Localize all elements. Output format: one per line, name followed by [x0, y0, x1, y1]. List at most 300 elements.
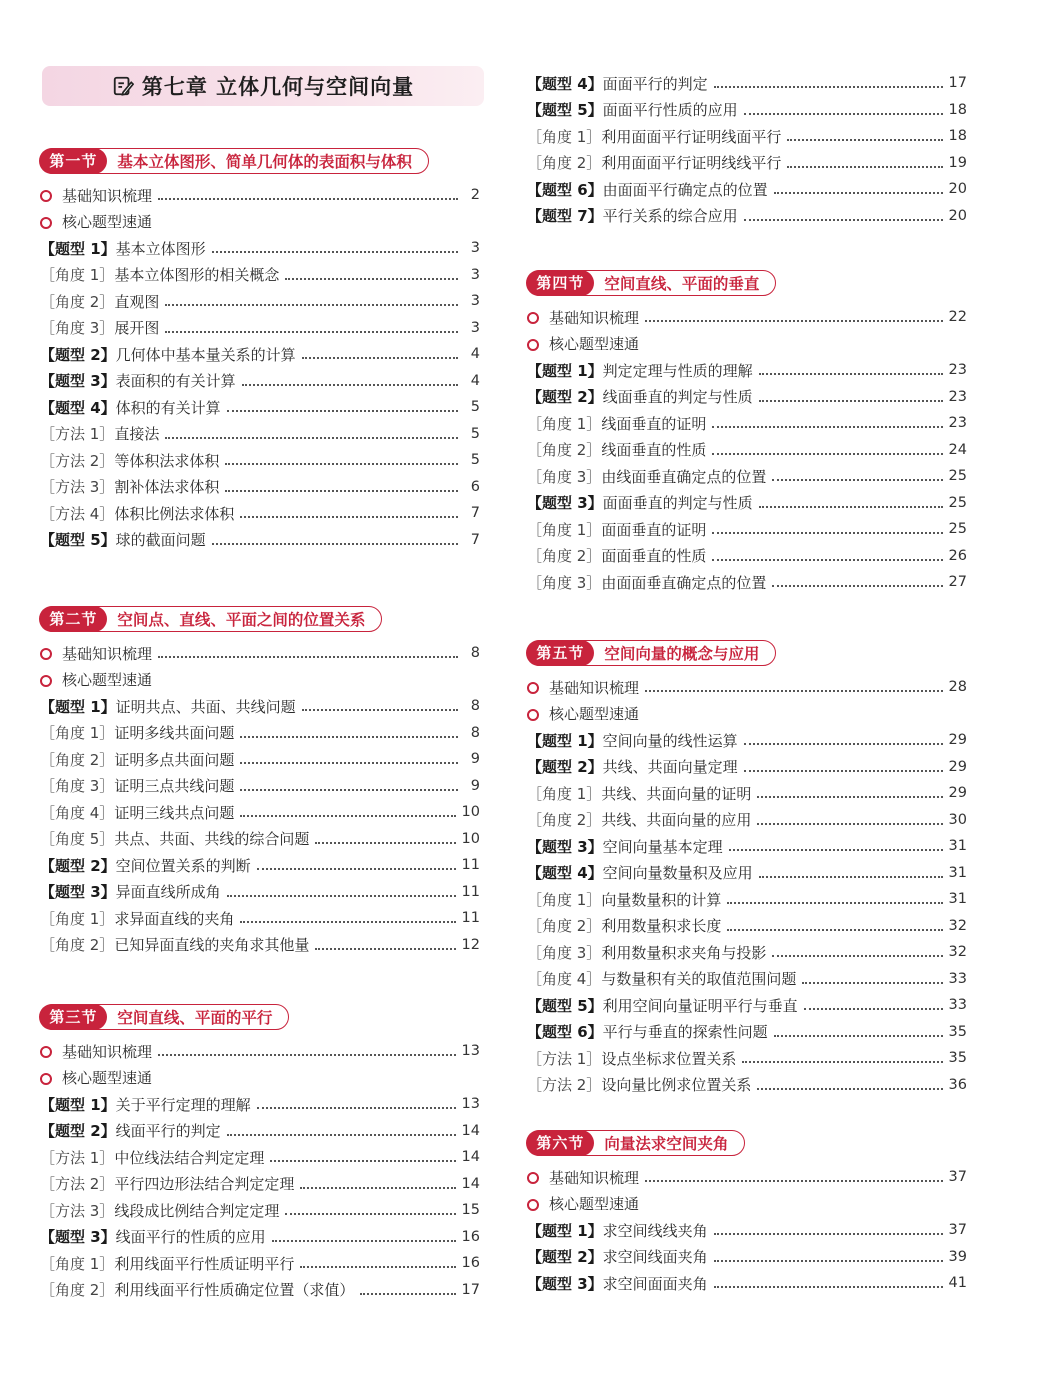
entry-text: 平行与垂直的探索性问题 — [602, 1023, 768, 1042]
entry-text: 面面平行性质的应用 — [602, 101, 738, 120]
toc-entry[interactable] — [527, 70, 967, 97]
toc-entry[interactable] — [527, 1019, 967, 1046]
sub-tag: ［角度 4］ — [527, 970, 602, 989]
entry-text: 等体积法求体积 — [114, 451, 220, 470]
section-pill — [527, 640, 776, 666]
page-number: 27 — [948, 574, 967, 591]
page-number: 7 — [470, 531, 480, 548]
toc-entry[interactable] — [40, 288, 480, 315]
entry-label — [40, 1147, 264, 1168]
toc-entry[interactable] — [527, 516, 967, 543]
sub-tag: ［方法 4］ — [40, 504, 115, 523]
toc-entry[interactable] — [527, 833, 967, 860]
toc-entry[interactable] — [40, 1091, 480, 1118]
type-tag: 【题型 3】 — [527, 837, 603, 856]
toc-entry[interactable] — [527, 463, 967, 490]
toc-entry[interactable] — [527, 150, 967, 177]
page-number: 35 — [948, 1023, 967, 1040]
sub-tag: ［角度 2］ — [527, 547, 602, 566]
dot-leader — [742, 1061, 942, 1063]
section-title: 向量法求空间夹角 — [604, 1135, 729, 1153]
entry-label — [40, 1253, 294, 1274]
toc-entry[interactable] — [40, 421, 480, 448]
page-number: 31 — [948, 891, 967, 908]
toc-entry[interactable] — [40, 693, 480, 720]
dot-leader — [712, 453, 942, 455]
page-number: 25 — [948, 468, 967, 485]
dot-leader — [240, 921, 455, 923]
entry-text: 基础知识梳理 — [549, 1168, 640, 1187]
circle-bullet-icon — [527, 1172, 539, 1184]
entry-text: 中位线法结合判定定理 — [114, 1148, 265, 1167]
toc-entry[interactable] — [527, 437, 967, 464]
page-number: 12 — [461, 936, 480, 953]
entry-label — [527, 519, 706, 540]
toc-entry[interactable] — [40, 1038, 480, 1065]
dot-leader — [772, 479, 942, 481]
toc-entry[interactable] — [40, 1144, 480, 1171]
circle-bullet-icon — [40, 217, 52, 229]
entry-label — [40, 1279, 354, 1300]
toc-entry[interactable] — [527, 939, 967, 966]
entry-label — [40, 696, 296, 717]
toc-entry[interactable] — [527, 304, 967, 331]
type-tag: 【题型 3】 — [40, 883, 116, 902]
chapter-banner — [42, 66, 484, 106]
entry-text: 基础知识梳理 — [549, 678, 640, 697]
toc-entry[interactable] — [40, 447, 480, 474]
page-number: 5 — [470, 399, 480, 416]
toc-entry[interactable] — [527, 331, 967, 358]
dot-leader — [759, 400, 943, 402]
sub-tag: ［角度 2］ — [527, 441, 602, 460]
sub-tag: ［角度 2］ — [527, 917, 602, 936]
entry-label — [527, 730, 738, 751]
toc-entry[interactable] — [40, 262, 480, 289]
toc-entry[interactable] — [527, 886, 967, 913]
dot-leader — [212, 543, 458, 545]
entry-label — [527, 756, 738, 777]
dot-leader — [729, 849, 943, 851]
toc-entry[interactable] — [40, 852, 480, 879]
entry-text: 证明多点共面问题 — [114, 750, 235, 769]
type-tag: 【题型 2】 — [527, 758, 603, 777]
entry-label — [40, 211, 152, 232]
section-3-continued — [527, 70, 967, 229]
entry-text: 求空间线面夹角 — [602, 1248, 708, 1267]
type-tag: 【题型 5】 — [527, 101, 603, 120]
toc-entry[interactable] — [527, 701, 967, 728]
entry-text: 核心题型速通 — [62, 1069, 153, 1088]
dot-leader — [802, 982, 942, 984]
page-number: 25 — [948, 521, 967, 538]
dot-leader — [645, 320, 943, 322]
dot-leader — [744, 113, 943, 115]
toc-entry[interactable] — [527, 1045, 967, 1072]
sub-tag: ［角度 5］ — [40, 830, 115, 849]
type-tag: 【题型 6】 — [527, 180, 603, 199]
entry-text: 设向量比例求位置关系 — [601, 1076, 752, 1095]
entry-label — [40, 291, 159, 312]
dot-leader — [744, 219, 943, 221]
toc-entry[interactable] — [40, 773, 480, 800]
entry-text: 几何体中基本量关系的计算 — [115, 345, 296, 364]
toc-entry[interactable] — [40, 720, 480, 747]
entry-text: 体积比例法求体积 — [114, 504, 235, 523]
circle-bullet-icon — [527, 709, 539, 721]
toc-entry[interactable] — [527, 203, 967, 230]
toc-entry[interactable] — [527, 1217, 967, 1244]
toc-entry[interactable] — [40, 667, 480, 694]
entry-label — [40, 397, 221, 418]
type-tag: 【题型 2】 — [40, 345, 116, 364]
page-number: 9 — [470, 777, 480, 794]
toc-entry[interactable] — [40, 394, 480, 421]
circle-bullet-icon — [40, 190, 52, 202]
dot-leader — [225, 490, 458, 492]
circle-bullet-icon — [527, 339, 539, 351]
entry-label — [527, 360, 753, 381]
entry-text: 关于平行定理的理解 — [115, 1095, 251, 1114]
page-number: 24 — [948, 441, 967, 458]
circle-bullet-icon — [527, 682, 539, 694]
entry-text: 由线面垂直确定点的位置 — [601, 467, 767, 486]
entry-label — [40, 1041, 152, 1062]
sub-tag: ［方法 1］ — [40, 425, 115, 444]
toc-entry[interactable] — [40, 1250, 480, 1277]
toc-entry[interactable] — [40, 1277, 480, 1304]
entry-label — [40, 476, 219, 497]
dot-leader — [300, 1266, 455, 1268]
section-pill — [527, 270, 776, 296]
type-tag: 【题型 2】 — [527, 1248, 603, 1267]
entry-text: 证明三线共点问题 — [114, 803, 235, 822]
sub-tag: ［角度 1］ — [527, 520, 602, 539]
page-number: 18 — [948, 128, 967, 145]
section-header — [527, 1130, 967, 1156]
toc-entry[interactable] — [527, 992, 967, 1019]
page-number: 3 — [470, 319, 480, 336]
dot-leader — [227, 1134, 456, 1136]
dot-leader — [714, 1233, 943, 1235]
toc-entry[interactable] — [527, 860, 967, 887]
toc-entry[interactable] — [527, 1270, 967, 1297]
page-number: 29 — [948, 785, 967, 802]
toc-entry[interactable] — [40, 826, 480, 853]
dot-leader — [165, 437, 458, 439]
toc-entry[interactable] — [527, 966, 967, 993]
toc-entry[interactable] — [40, 368, 480, 395]
entry-text: 共线、共面向量定理 — [602, 758, 738, 777]
toc-entry[interactable] — [40, 1224, 480, 1251]
entry-label — [40, 1094, 251, 1115]
section-1 — [40, 148, 480, 553]
toc-entry[interactable] — [40, 315, 480, 342]
toc-entry[interactable] — [40, 905, 480, 932]
toc-entry[interactable] — [40, 500, 480, 527]
dot-leader — [759, 506, 943, 508]
dot-leader — [240, 516, 458, 518]
toc-entry[interactable] — [527, 357, 967, 384]
section-3 — [40, 1004, 480, 1303]
circle-bullet-icon — [527, 312, 539, 324]
entry-list — [527, 304, 967, 596]
dot-leader — [302, 357, 458, 359]
toc-entry[interactable] — [40, 746, 480, 773]
type-tag: 【题型 1】 — [527, 361, 603, 380]
entry-label — [40, 1120, 221, 1141]
page-number: 3 — [470, 293, 480, 310]
toc-entry[interactable] — [527, 913, 967, 940]
entry-list — [527, 1164, 967, 1297]
entry-list — [40, 1038, 480, 1303]
section-pill — [527, 1130, 745, 1156]
entry-text: 求异面直线的夹角 — [114, 909, 235, 928]
entry-label — [40, 934, 309, 955]
dot-leader — [257, 868, 456, 870]
entry-text: 空间向量数量积及应用 — [602, 864, 753, 883]
sub-tag: ［角度 1］ — [527, 784, 602, 803]
toc-entry[interactable] — [40, 1118, 480, 1145]
dot-leader — [772, 585, 942, 587]
page-number: 20 — [948, 181, 967, 198]
entry-text: 核心题型速通 — [62, 671, 153, 690]
page-number: 6 — [470, 478, 480, 495]
entry-label — [527, 333, 639, 354]
entry-text: 证明共点、共面、共线问题 — [115, 697, 296, 716]
sub-tag: ［角度 2］ — [40, 1281, 115, 1300]
toc-entry[interactable] — [40, 474, 480, 501]
toc-entry[interactable] — [40, 799, 480, 826]
entry-text: 体积的有关计算 — [115, 398, 221, 417]
type-tag: 【题型 2】 — [40, 856, 116, 875]
entry-text: 证明多线共面问题 — [114, 724, 235, 743]
page-number: 32 — [948, 917, 967, 934]
entry-text: 求空间面面夹角 — [602, 1274, 708, 1293]
toc-entry[interactable] — [527, 97, 967, 124]
entry-label — [527, 783, 751, 804]
entry-label — [527, 677, 639, 698]
page-number: 23 — [948, 388, 967, 405]
dot-leader — [225, 463, 458, 465]
entry-label — [527, 492, 753, 513]
page-number: 5 — [470, 425, 480, 442]
sub-tag: ［方法 2］ — [527, 1076, 602, 1095]
page-number: 36 — [948, 1076, 967, 1093]
dot-leader — [158, 656, 458, 658]
entry-label — [40, 855, 251, 876]
toc-entry[interactable] — [527, 1072, 967, 1099]
entry-label — [527, 386, 753, 407]
entry-text: 线面垂直的性质 — [601, 441, 707, 460]
dot-leader — [714, 86, 943, 88]
toc-entry[interactable] — [40, 879, 480, 906]
type-tag: 【题型 1】 — [40, 239, 116, 258]
toc-entry[interactable] — [527, 1164, 967, 1191]
dot-leader — [774, 192, 943, 194]
sub-tag: ［角度 1］ — [527, 890, 602, 909]
sub-tag: ［角度 1］ — [527, 414, 602, 433]
section-header — [40, 606, 480, 632]
type-tag: 【题型 3】 — [40, 372, 116, 391]
page-number: 16 — [461, 1255, 480, 1272]
type-tag: 【题型 3】 — [527, 494, 603, 513]
page-number: 14 — [461, 1149, 480, 1166]
page-number: 29 — [948, 758, 967, 775]
page-number: 16 — [461, 1228, 480, 1245]
page-number: 14 — [461, 1175, 480, 1192]
entry-text: 基础知识梳理 — [62, 644, 153, 663]
toc-entry[interactable] — [40, 1197, 480, 1224]
page-number: 32 — [948, 944, 967, 961]
page-number: 11 — [461, 883, 480, 900]
entry-text: 共线、共面向量的证明 — [601, 784, 752, 803]
entry-label — [527, 205, 738, 226]
toc-entry[interactable] — [40, 209, 480, 236]
dot-leader — [158, 1054, 456, 1056]
sub-tag: ［角度 2］ — [40, 292, 115, 311]
dot-leader — [712, 426, 942, 428]
entry-text: 由面面垂直确定点的位置 — [601, 573, 767, 592]
page-number: 4 — [470, 372, 480, 389]
toc-entry[interactable] — [527, 1244, 967, 1271]
entry-label — [527, 99, 738, 120]
type-tag: 【题型 5】 — [40, 531, 116, 550]
toc-entry[interactable] — [527, 674, 967, 701]
toc-entry[interactable] — [40, 341, 480, 368]
toc-entry[interactable] — [527, 384, 967, 411]
toc-entry[interactable] — [40, 640, 480, 667]
toc-entry[interactable] — [40, 527, 480, 554]
dot-leader — [300, 1187, 455, 1189]
toc-entry[interactable] — [527, 410, 967, 437]
entry-label — [527, 179, 768, 200]
page-number: 13 — [461, 1043, 480, 1060]
toc-entry[interactable] — [40, 932, 480, 959]
toc-entry[interactable] — [527, 123, 967, 150]
toc-entry[interactable] — [527, 1191, 967, 1218]
entry-text: 共线、共面向量的应用 — [601, 811, 752, 830]
entry-label — [527, 809, 751, 830]
entry-label — [527, 942, 766, 963]
entry-text: 空间位置关系的判断 — [115, 856, 251, 875]
page-number: 7 — [470, 505, 480, 522]
type-tag: 【题型 1】 — [40, 697, 116, 716]
entry-text: 球的截面问题 — [115, 531, 206, 550]
type-tag: 【题型 4】 — [527, 864, 603, 883]
entry-text: 表面积的有关计算 — [115, 372, 236, 391]
page-number: 31 — [948, 864, 967, 881]
dot-leader — [240, 815, 455, 817]
sub-tag: ［角度 1］ — [40, 909, 115, 928]
toc-entry[interactable] — [527, 543, 967, 570]
entry-text: 利用数量积求长度 — [601, 917, 722, 936]
entry-label — [527, 413, 706, 434]
toc-entry[interactable] — [527, 807, 967, 834]
toc-entry[interactable] — [527, 569, 967, 596]
entry-text: 核心题型速通 — [549, 705, 640, 724]
entry-text: 设点坐标求位置关系 — [601, 1049, 737, 1068]
entry-label — [40, 1226, 266, 1247]
entry-label — [40, 503, 234, 524]
dot-leader — [757, 796, 942, 798]
dot-leader — [165, 331, 458, 333]
circle-bullet-icon — [527, 1199, 539, 1211]
toc-entry[interactable] — [527, 754, 967, 781]
type-tag: 【题型 2】 — [40, 1122, 116, 1141]
section-number: 第一节 — [39, 148, 107, 174]
section-header — [40, 1004, 480, 1030]
entry-text: 判定定理与性质的理解 — [602, 361, 753, 380]
page-number: 5 — [470, 452, 480, 469]
toc-entry[interactable] — [527, 727, 967, 754]
dot-leader — [240, 762, 458, 764]
section-title: 空间直线、平面的垂直 — [604, 275, 760, 293]
entry-text: 共点、共面、共线的综合问题 — [114, 830, 310, 849]
sub-tag: ［角度 2］ — [527, 154, 602, 173]
dot-leader — [727, 902, 942, 904]
toc-entry[interactable] — [40, 1171, 480, 1198]
entry-text: 线面垂直的判定与性质 — [602, 388, 753, 407]
sub-tag: ［角度 2］ — [40, 750, 115, 769]
entry-text: 直观图 — [114, 292, 160, 311]
toc-entry[interactable] — [40, 235, 480, 262]
entry-text: 面面垂直的性质 — [601, 547, 707, 566]
page-number: 13 — [461, 1096, 480, 1113]
section-number: 第三节 — [39, 1004, 107, 1030]
dot-leader — [714, 1260, 943, 1262]
toc-entry[interactable] — [527, 176, 967, 203]
dot-leader — [270, 1160, 455, 1162]
toc-entry[interactable] — [40, 1065, 480, 1092]
section-number: 第六节 — [526, 1130, 594, 1156]
entry-text: 利用面面平行证明线面平行 — [601, 127, 782, 146]
toc-entry[interactable] — [40, 182, 480, 209]
dot-leader — [744, 743, 943, 745]
dot-leader — [360, 1293, 455, 1295]
entry-label — [40, 185, 152, 206]
entry-text: 面面平行的判定 — [602, 74, 708, 93]
type-tag: 【题型 3】 — [40, 1228, 116, 1247]
entry-text: 异面直线所成角 — [115, 883, 221, 902]
entry-text: 割补体法求体积 — [114, 478, 220, 497]
sub-tag: ［方法 2］ — [40, 451, 115, 470]
dot-leader — [165, 304, 458, 306]
entry-text: 基础知识梳理 — [62, 1042, 153, 1061]
sub-tag: ［方法 1］ — [527, 1049, 602, 1068]
entry-label — [527, 1193, 639, 1214]
toc-entry[interactable] — [527, 490, 967, 517]
circle-bullet-icon — [40, 675, 52, 687]
entry-label — [527, 995, 798, 1016]
entry-list — [40, 182, 480, 553]
section-pill — [40, 148, 429, 174]
page-number: 10 — [461, 804, 480, 821]
entry-label — [40, 317, 159, 338]
entry-label — [527, 1220, 708, 1241]
entry-label — [527, 1273, 708, 1294]
entry-text: 基本立体图形的相关概念 — [114, 266, 280, 285]
toc-entry[interactable] — [527, 780, 967, 807]
entry-label — [40, 264, 279, 285]
entry-text: 证明三点共线问题 — [114, 777, 235, 796]
entry-label — [40, 881, 221, 902]
dot-leader — [744, 770, 943, 772]
dot-leader — [240, 736, 458, 738]
entry-text: 利用线面平行性质证明平行 — [114, 1254, 295, 1273]
entry-label — [527, 703, 639, 724]
type-tag: 【题型 7】 — [527, 207, 603, 226]
